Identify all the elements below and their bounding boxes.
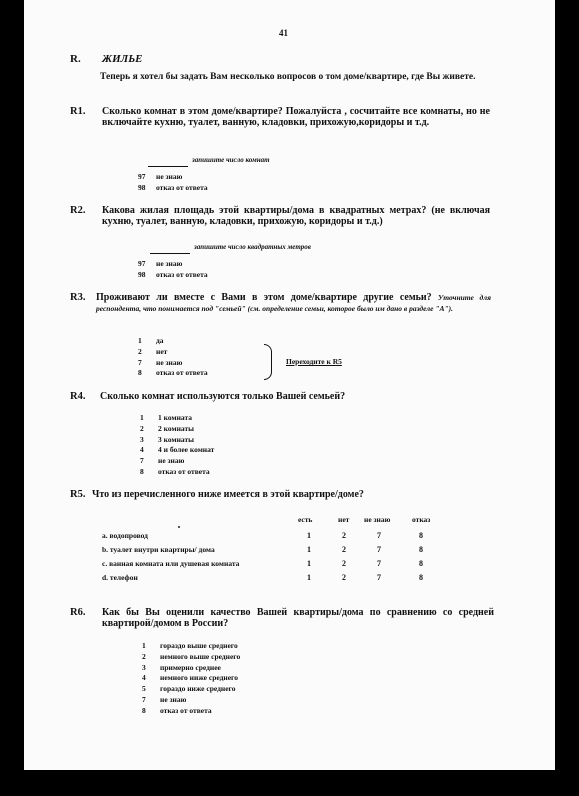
blank-label: запишите число квадратных метров [194,243,311,251]
option: 98 отказ от ответа [138,269,208,279]
option: 3 3 комнаты [140,434,194,444]
question-code-r5: R5. [70,489,86,500]
option: 5 гораздо ниже среднего [142,684,236,694]
column-header-yes: есть [298,515,313,524]
section-intro: Теперь я хотел бы задать Вам несколько вопросов о том доме/квартире, где Вы живете. [100,72,476,82]
skip-brace [264,344,272,380]
option: 2 нет [138,346,168,356]
table-cell: 1 [307,573,311,582]
column-header-dont-know: не знаю [364,515,391,524]
question-code-r4: R4. [70,391,86,402]
answer-line [148,158,188,167]
row-label: c. ванная комната или душевая комната [102,559,240,568]
option: 7 не знаю [138,357,183,367]
option: 8 отказ от ответа [138,368,208,378]
question-code-r6: R6. [70,607,86,618]
row-label: b. туалет внутри квартиры/ дома [102,545,215,554]
table-cell: 1 [307,545,311,554]
section-code: R. [70,53,81,65]
option: 1 1 комната [140,413,192,422]
column-header-refusal: отказ [412,515,431,524]
options-r2 [138,259,208,281]
table-cell: 2 [342,559,346,568]
skip-instruction: Переходите к R5 [286,357,342,366]
table-cell: 8 [419,559,423,568]
option: 1 гораздо выше среднего [142,641,238,650]
table-cell: 8 [419,545,423,554]
scan-speck [178,526,180,528]
question-text-r6: Как бы Вы оценили качество Вашей квартиры/дома по сравнению со средней квартирой/домом в России? [102,607,494,629]
option: 8 отказ от ответа [142,705,212,715]
question-code-r1: R1. [70,106,86,117]
option: 97 не знаю [138,259,183,268]
table-cell: 1 [307,531,311,540]
options-r1 [138,172,208,194]
table-cell: 7 [377,573,381,582]
table-cell: 7 [377,545,381,554]
row-label: d. телефон [102,573,138,582]
options-r4 [140,413,214,478]
option: 2 2 комнаты [140,423,194,433]
interviewer-note: Уточните для респондента, что понимается под "семьей" (см. определение семьи, которое было им дано в разделе "А"). [96,293,491,313]
table-cell: 8 [419,531,423,540]
table-cell: 8 [419,573,423,582]
option: 3 примерно среднее [142,662,221,672]
option: 97 не знаю [138,172,183,181]
table-cell: 7 [377,559,381,568]
row-label: a. водопровод [102,531,148,540]
table-cell: 1 [307,559,311,568]
answer-blank-r2 [150,236,311,254]
question-text-r5: Что из перечисленного ниже имеется в этой квартире/доме? [92,489,364,500]
table-cell: 7 [377,531,381,540]
document-page [24,0,555,770]
answer-line [150,245,190,254]
section-title: ЖИЛЬЕ [102,53,143,65]
option: 4 немного ниже среднего [142,673,239,683]
column-header-no: нет [338,515,350,524]
option: 7 не знаю [140,456,185,466]
option: 2 немного выше среднего [142,651,241,661]
options-r3 [138,336,208,379]
table-cell: 2 [342,545,346,554]
table-cell: 2 [342,531,346,540]
question-text-r2: Какова жилая площадь этой квартиры/дома в квадратных метрах? (не включая кухню, туалет, ванную, кладовки, прихожую, коридоры и т.д.) [102,205,490,227]
answer-blank-r1 [148,149,270,167]
question-text-r3 [96,292,491,314]
option: 98 отказ от ответа [138,182,208,192]
options-r6 [142,641,240,717]
option: 4 4 и более комнат [140,445,215,455]
question-text-r1: Сколько комнат в этом доме/квартире? Пожалуйста , сосчитайте все комнаты, но не включайте кухню, туалет, ванную, кладовки, прихожую,коридоры и т.д. [102,106,490,128]
blank-label: запишите число комнат [192,156,270,164]
question-text-r4: Сколько комнат используются только Вашей семьей? [100,391,346,402]
question-main-text: Проживают ли вместе с Вами в этом доме/квартире другие семьи? [96,292,432,303]
question-code-r2: R2. [70,205,86,216]
option: 1 да [138,336,164,345]
option: 8 отказ от ответа [140,466,210,476]
page-number: 41 [279,28,288,38]
question-code-r3: R3. [70,292,86,303]
option: 7 не знаю [142,694,187,704]
table-cell: 2 [342,573,346,582]
